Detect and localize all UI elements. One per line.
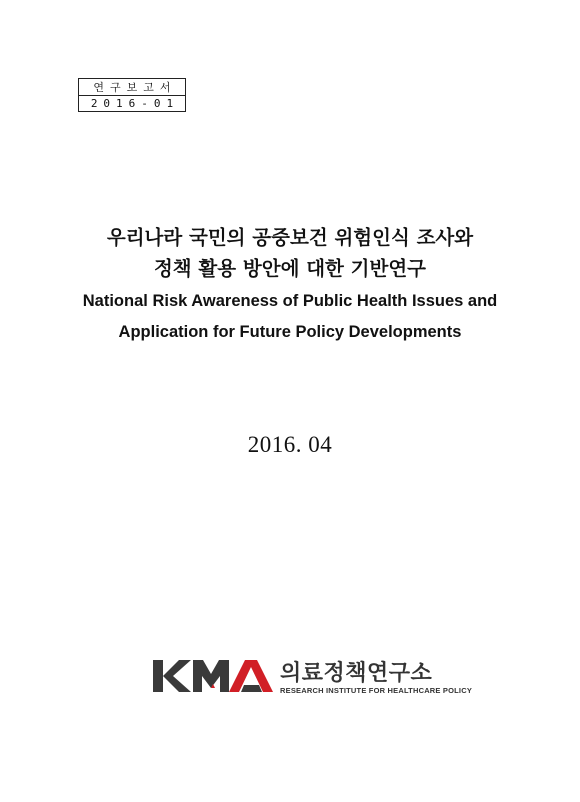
publication-date: 2016. 04 <box>247 432 333 457</box>
report-number-box <box>78 78 186 112</box>
institute-english-name: RESEARCH INSTITUTE FOR HEALTHCARE POLICY <box>280 686 473 695</box>
korean-title-line-1: 우리나라 국민의 공중보건 위험인식 조사와 <box>106 226 474 249</box>
english-title-line-2: Application for Future Policy Developments <box>118 323 462 341</box>
institute-logo <box>153 655 473 705</box>
report-type-label: 연구보고서 <box>93 81 177 94</box>
report-number: 2016-01 <box>79 95 185 111</box>
english-title-line-1: National Risk Awareness of Public Health Issues and <box>82 292 498 310</box>
kma-logo-mark <box>153 655 275 695</box>
korean-title-line-2: 정책 활용 방안에 대한 기반연구 <box>153 257 427 280</box>
institute-korean-name: 의료정책연구소 <box>280 661 433 686</box>
title-block <box>0 222 580 346</box>
